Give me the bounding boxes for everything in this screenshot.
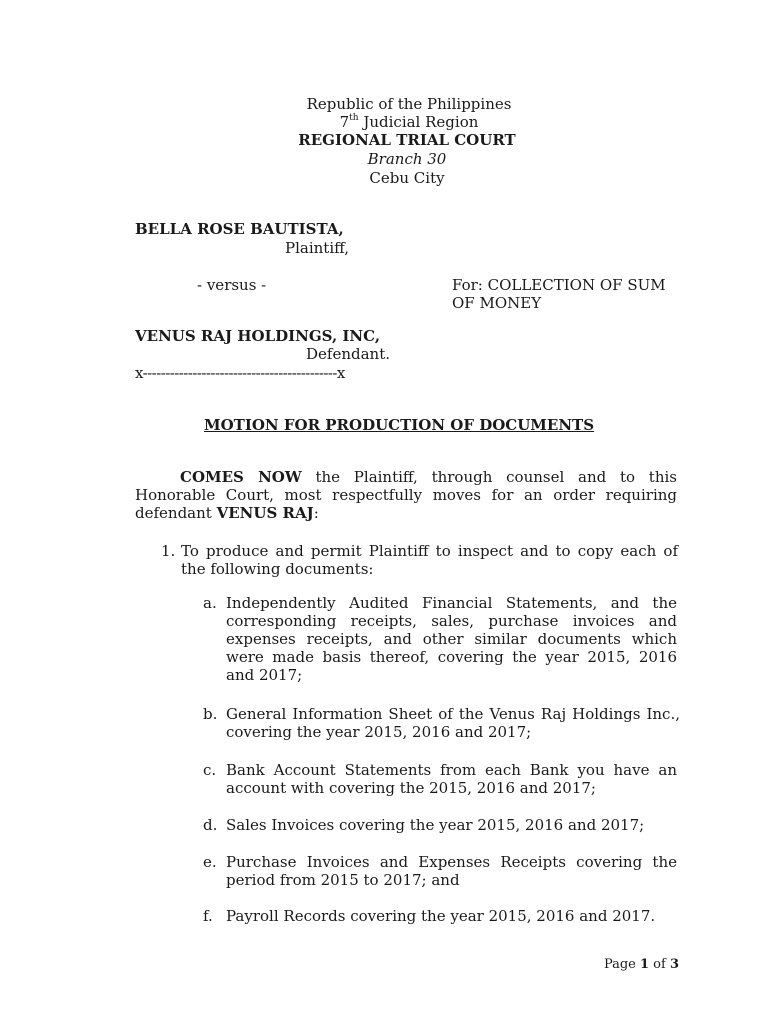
case-type-line2: OF MONEY — [452, 294, 542, 312]
subitem-e-letter: e. — [203, 853, 217, 871]
case-type-line1: For: COLLECTION OF SUM — [452, 276, 666, 294]
plaintiff-role: Plaintiff, — [285, 239, 350, 257]
header-branch: Branch 30 — [367, 150, 447, 168]
region-number: 7 — [339, 113, 350, 131]
page-label: Page — [603, 957, 640, 972]
document-title: MOTION FOR PRODUCTION OF DOCUMENTS — [204, 416, 595, 434]
current-page: 1 — [640, 957, 650, 972]
subitem-b-text: General Information Sheet of the Venus Raj Holdings Inc., covering the year 2015, 2016 and 2017; — [226, 705, 680, 741]
subitem-a-text: Independently Audited Financial Statements, and the corresponding receipts, sales, purchase invoices and expenses receipts, and other similar documents which were made basis thereof, covering the year 2015, 2016 and 2017; — [226, 594, 677, 684]
subitem-d-text: Sales Invoices covering the year 2015, 2016 and 2017; — [226, 816, 645, 834]
plaintiff-name: BELLA ROSE BAUTISTA, — [135, 220, 344, 238]
defendant-name: VENUS RAJ HOLDINGS, INC, — [135, 327, 381, 345]
intro-paragraph — [135, 468, 677, 522]
region-ordinal: th — [349, 113, 359, 123]
header-republic: Republic of the Philippines — [306, 95, 512, 113]
subitem-f-letter: f. — [203, 907, 213, 925]
subitem-c-text: Bank Account Statements from each Bank you have an account with covering the 2015, 2016 and 2017; — [226, 761, 677, 797]
page-number — [604, 956, 679, 974]
subitem-c-letter: c. — [203, 761, 217, 779]
intro-text: the Plaintiff, through counsel and to this Honorable Court, most respectfully moves for an order requiring defendant — [135, 468, 677, 522]
header-court: REGIONAL TRIAL COURT — [298, 131, 516, 149]
header-judicial-region — [0, 113, 768, 131]
region-text: Judicial Region — [358, 113, 479, 131]
header-city: Cebu City — [369, 169, 445, 187]
subitem-f-text: Payroll Records covering the year 2015, 2016 and 2017. — [226, 907, 656, 925]
item-1-number: 1. — [161, 542, 176, 560]
defendant-role: Defendant. — [306, 345, 390, 363]
subitem-a-letter: a. — [203, 594, 217, 612]
versus-label: - versus - — [197, 276, 267, 294]
intro-defendant: VENUS RAJ — [216, 504, 314, 522]
intro-end: : — [313, 504, 319, 522]
caption-separator: x-------------------------------------------x — [135, 364, 345, 382]
total-pages: 3 — [669, 957, 679, 972]
item-1-text: To produce and permit Plaintiff to inspect and to copy each of the following documents: — [181, 542, 678, 578]
subitem-d-letter: d. — [203, 816, 218, 834]
comes-now: COMES NOW — [180, 468, 302, 486]
of-label: of — [649, 957, 670, 972]
subitem-b-letter: b. — [203, 705, 218, 723]
subitem-e-text: Purchase Invoices and Expenses Receipts covering the period from 2015 to 2017; and — [226, 853, 677, 889]
